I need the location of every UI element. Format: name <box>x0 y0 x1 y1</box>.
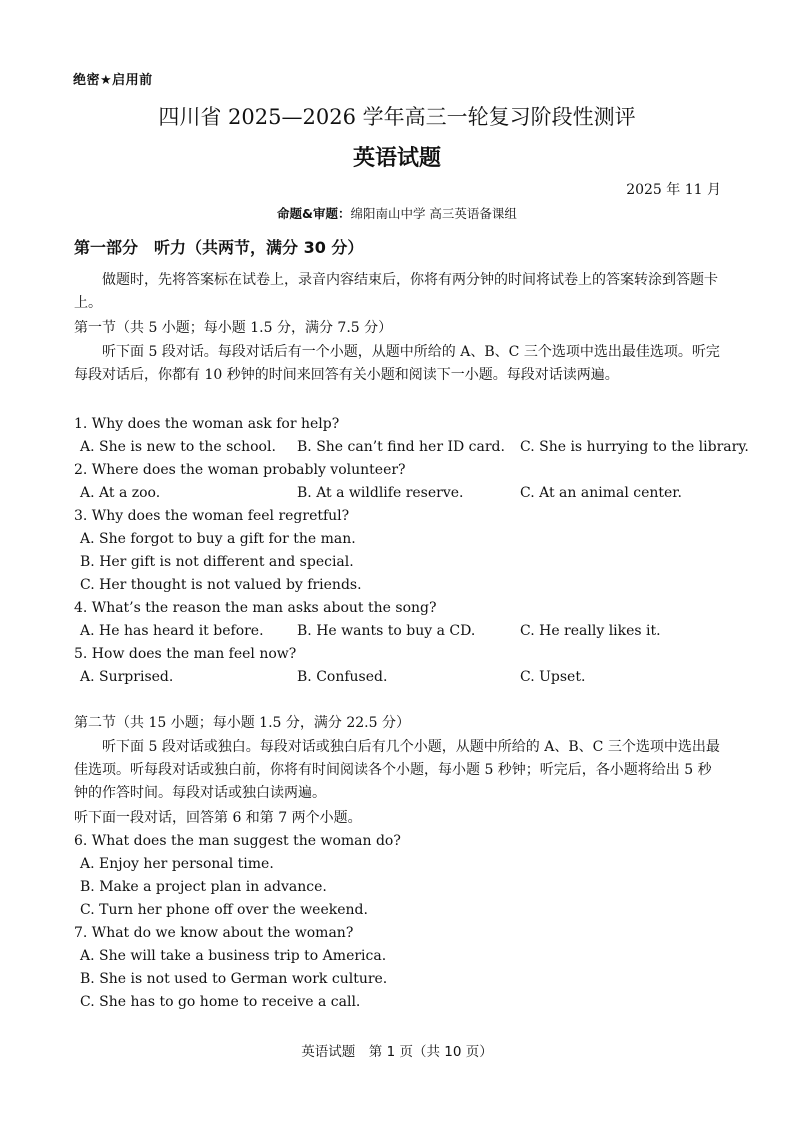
confidential-label: 绝密★启用前 <box>73 73 153 88</box>
option-a: A. Enjoy her personal time. <box>80 856 274 872</box>
option-b: B. At a wildlife reserve. <box>297 485 464 501</box>
option-c: C. Upset. <box>520 669 586 685</box>
option-c: C. At an animal center. <box>520 485 682 501</box>
exam-subject: 英语试题 <box>352 146 441 171</box>
option-a: A. She forgot to buy a gift for the man. <box>80 531 356 547</box>
option-a: A. She will take a business trip to America. <box>80 948 387 964</box>
question-5: 5. How does the man feel now? <box>74 646 297 662</box>
option-c: C. Turn her phone off over the weekend. <box>80 902 368 918</box>
option-a: A. He has heard it before. <box>80 623 264 639</box>
question-2: 2. Where does the woman probably volunteer? <box>74 462 406 478</box>
section2-heading: 第二节（共 15 小题；每小题 1.5 分，满分 22.5 分） <box>74 715 410 731</box>
option-c: C. Her thought is not valued by friends. <box>80 577 362 593</box>
page-footer: 英语试题 第 1 页（共 10 页） <box>301 1044 493 1060</box>
question-6: 6. What does the man suggest the woman do? <box>74 833 401 849</box>
question-4: 4. What’s the reason the man asks about the song? <box>74 600 437 616</box>
option-b: B. Make a project plan in advance. <box>80 879 327 895</box>
authors-value: 绵阳南山中学 高三英语备课组 <box>350 206 517 221</box>
question-7: 7. What do we know about the woman? <box>74 925 354 941</box>
option-c: C. She is hurrying to the library. <box>520 439 749 455</box>
option-b: B. Her gift is not different and special. <box>80 554 354 570</box>
option-b: B. She is not used to German work culture. <box>80 971 388 987</box>
section1-heading: 第一节（共 5 小题；每小题 1.5 分，满分 7.5 分） <box>74 320 393 336</box>
option-b: B. He wants to buy a CD. <box>297 623 476 639</box>
authors-line <box>0 205 794 223</box>
exam-title: 四川省 2025—2026 学年高三一轮复习阶段性测评 <box>158 105 636 129</box>
option-b: B. Confused. <box>297 669 388 685</box>
option-c: C. She has to go home to receive a call. <box>80 994 361 1010</box>
authors-label: 命题&审题： <box>277 206 351 221</box>
dialogue-intro: 听下面一段对话，回答第 6 和第 7 两个小题。 <box>74 810 362 826</box>
question-3: 3. Why does the woman feel regretful? <box>74 508 350 524</box>
option-a: A. At a zoo. <box>80 485 161 501</box>
section2-instructions: 听下面 5 段对话或独白。每段对话或独白后有几个小题，从题中所给的 A、B、C 三个选项中选出最佳选项。听每段对话或独白前，你将有时间阅读各个小题，每小题 5 秒钟；听完后，各小题将给出 5 秒钟的作答时间。每段对话或独白读两遍。 <box>74 739 720 801</box>
section1-instructions: 听下面 5 段对话。每段对话后有一个小题，从题中所给的 A、B、C 三个选项中选出最佳选项。听完每段对话后，你都有 10 秒钟的时间来回答有关小题和阅读下一小题。每段对话读两遍。 <box>74 344 720 383</box>
option-a: A. Surprised. <box>80 669 174 685</box>
option-c: C. He really likes it. <box>520 623 661 639</box>
option-a: A. She is new to the school. <box>80 439 276 455</box>
question-1: 1. Why does the woman ask for help? <box>74 416 340 432</box>
part1-title: 第一部分 听力（共两节，满分 30 分） <box>74 238 364 257</box>
part1-instructions: 做题时，先将答案标在试卷上，录音内容结束后，你将有两分钟的时间将试卷上的答案转涂到答题卡上。 <box>74 272 718 311</box>
option-b: B. She can’t find her ID card. <box>297 439 505 455</box>
exam-date: 2025 年 11 月 <box>626 182 721 198</box>
